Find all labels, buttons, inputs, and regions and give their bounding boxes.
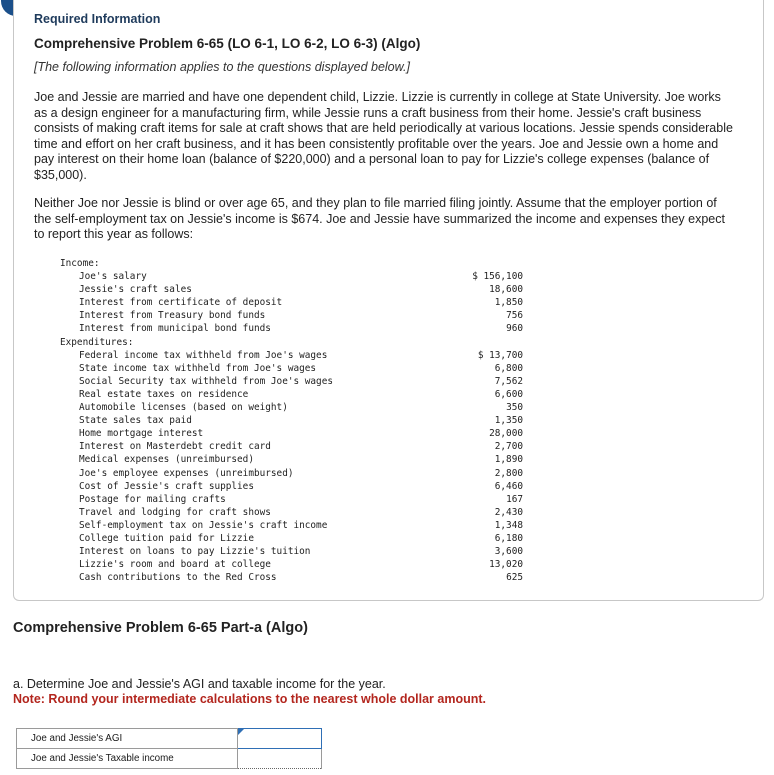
expenditure-row xyxy=(47,532,527,545)
problem-title: Comprehensive Problem 6-65 (LO 6-1, LO 6-2, LO 6-3) (Algo) xyxy=(34,36,421,51)
expenditure-item-label: Interest on loans to pay Lizzie's tuition xyxy=(79,546,311,558)
expenditure-item-label: Postage for mailing crafts xyxy=(79,493,226,505)
expenditure-item-amount: 6,600 xyxy=(494,388,523,400)
expenditure-row xyxy=(47,506,527,519)
expenditure-item-label: Self-employment tax on Jessie's craft income xyxy=(79,519,328,531)
expenditures-label: Expenditures: xyxy=(60,336,134,348)
expenditure-item-label: Automobile licenses (based on weight) xyxy=(79,402,288,414)
income-item-amount: 18,600 xyxy=(489,284,523,296)
expenditure-row xyxy=(47,349,527,362)
expenditure-row xyxy=(47,375,527,388)
input-marker-icon xyxy=(238,729,244,735)
answer-row-agi xyxy=(17,729,322,749)
income-item-label: Interest from certificate of deposit xyxy=(79,297,283,309)
expenditure-item-amount: 1,890 xyxy=(494,454,523,466)
expenditure-item-amount: 2,800 xyxy=(494,467,523,479)
expenditure-item-label: Medical expenses (unreimbursed) xyxy=(79,454,254,466)
expenditure-item-amount: 13,020 xyxy=(489,559,523,571)
expenditure-item-amount: 6,460 xyxy=(494,480,523,492)
expenditure-item-amount: 1,350 xyxy=(494,415,523,427)
expenditure-item-amount: 6,180 xyxy=(494,532,523,544)
taxable-income-input-cell xyxy=(237,749,321,769)
expenditure-row xyxy=(47,467,527,480)
income-item-label: Jessie's craft sales xyxy=(79,284,192,296)
expenditure-item-amount: 7,562 xyxy=(494,375,523,387)
expenditure-row xyxy=(47,427,527,440)
income-section-header xyxy=(47,257,527,270)
expenditure-item-amount: 2,430 xyxy=(494,506,523,518)
problem-paragraph-2: Neither Joe nor Jessie is blind or over age 65, and they plan to file married filing jointly. Assume that the employer portion of the self-employment tax on Jessie's income is $674. Joe and Jessie have summarized the income and expenses they expect to report this year as follows: xyxy=(34,196,725,241)
expenditure-item-amount: 167 xyxy=(506,493,523,505)
expenditure-item-label: College tuition paid for Lizzie xyxy=(79,532,254,544)
expenditure-item-label: Cash contributions to the Red Cross xyxy=(79,572,277,584)
expenditure-item-label: Travel and lodging for craft shows xyxy=(79,506,271,518)
income-item-label: Joe's salary xyxy=(79,271,147,283)
expenditure-item-label: Federal income tax withheld from Joe's wages xyxy=(79,349,328,361)
income-row xyxy=(47,283,527,296)
income-label: Income: xyxy=(60,258,100,269)
expenditure-item-label: Cost of Jessie's craft supplies xyxy=(79,480,254,492)
expenditure-item-label: Home mortgage interest xyxy=(79,428,204,440)
expenditure-row xyxy=(47,480,527,493)
expenditure-item-label: Joe's employee expenses (unreimbursed) xyxy=(79,467,294,479)
expenditure-item-amount: $ 13,700 xyxy=(477,349,523,361)
required-information-label: Required Information xyxy=(34,12,161,26)
income-row xyxy=(47,322,527,335)
income-row xyxy=(47,309,527,322)
expenditure-row xyxy=(47,558,527,571)
expenditure-item-amount: 3,600 xyxy=(494,546,523,558)
taxable-income-label: Joe and Jessie's Taxable income xyxy=(17,749,238,769)
answer-table xyxy=(16,728,322,769)
expenditure-row xyxy=(47,571,527,584)
income-item-amount: 1,850 xyxy=(494,297,523,309)
income-item-label: Interest from Treasury bond funds xyxy=(79,310,266,322)
income-expense-table xyxy=(47,257,527,584)
expenditure-item-label: Real estate taxes on residence xyxy=(79,388,249,400)
expenditure-item-label: State sales tax paid xyxy=(79,415,192,427)
expenditure-row xyxy=(47,414,527,427)
expenditure-item-label: Interest on Masterdebt credit card xyxy=(79,441,271,453)
expenditure-item-amount: 1,348 xyxy=(494,519,523,531)
expenditure-item-amount: 28,000 xyxy=(489,428,523,440)
expenditure-item-label: State income tax withheld from Joe's wages xyxy=(79,362,317,374)
agi-input-cell xyxy=(237,729,321,749)
agi-input[interactable] xyxy=(238,731,321,748)
expenditures-section-header xyxy=(47,336,527,349)
part-a-question: a. Determine Joe and Jessie's AGI and taxable income for the year. xyxy=(13,677,386,691)
expenditure-item-amount: 6,800 xyxy=(494,362,523,374)
expenditure-row xyxy=(47,401,527,414)
income-item-amount: 960 xyxy=(506,323,523,335)
expenditure-item-label: Lizzie's room and board at college xyxy=(79,559,271,571)
expenditure-row xyxy=(47,545,527,558)
taxable-income-input[interactable] xyxy=(238,751,321,768)
expenditure-row xyxy=(47,440,527,453)
income-item-label: Interest from municipal bond funds xyxy=(79,323,271,335)
expenditure-item-label: Social Security tax withheld from Joe's wages xyxy=(79,375,333,387)
income-row xyxy=(47,296,527,309)
expenditure-row xyxy=(47,453,527,466)
intro-note: [The following information applies to the questions displayed below.] xyxy=(34,60,410,74)
expenditure-item-amount: 2,700 xyxy=(494,441,523,453)
part-a-title: Comprehensive Problem 6-65 Part-a (Algo) xyxy=(13,620,308,636)
expenditure-row xyxy=(47,519,527,532)
expenditure-row xyxy=(47,388,527,401)
expenditure-item-amount: 625 xyxy=(506,572,523,584)
answer-row-taxable-income xyxy=(17,749,322,769)
income-row xyxy=(47,270,527,283)
problem-paragraph-1: Joe and Jessie are married and have one dependent child, Lizzie. Lizzie is currently in college at State University. Joe works as a design engineer for a manufacturing firm, while Jessie runs a craft business from their home. Jessie's craft business consists of making craft items for sale at craft shows that are held periodically at various locations. Jessie spends considerable time and effort on her craft business, and it has been consistently profitable over the years. Joe and Jessie own a home and pay interest on their home loan (balance of $220,000) and a personal loan to pay for Lizzie's college expenses (balance of $35,000). xyxy=(34,90,733,182)
agi-label: Joe and Jessie's AGI xyxy=(17,729,238,749)
rounding-note: Note: Round your intermediate calculations to the nearest whole dollar amount. xyxy=(13,692,486,706)
expenditure-row xyxy=(47,493,527,506)
expenditure-row xyxy=(47,362,527,375)
income-item-amount: 756 xyxy=(506,310,523,322)
expenditure-item-amount: 350 xyxy=(506,402,523,414)
income-item-amount: $ 156,100 xyxy=(472,271,523,283)
